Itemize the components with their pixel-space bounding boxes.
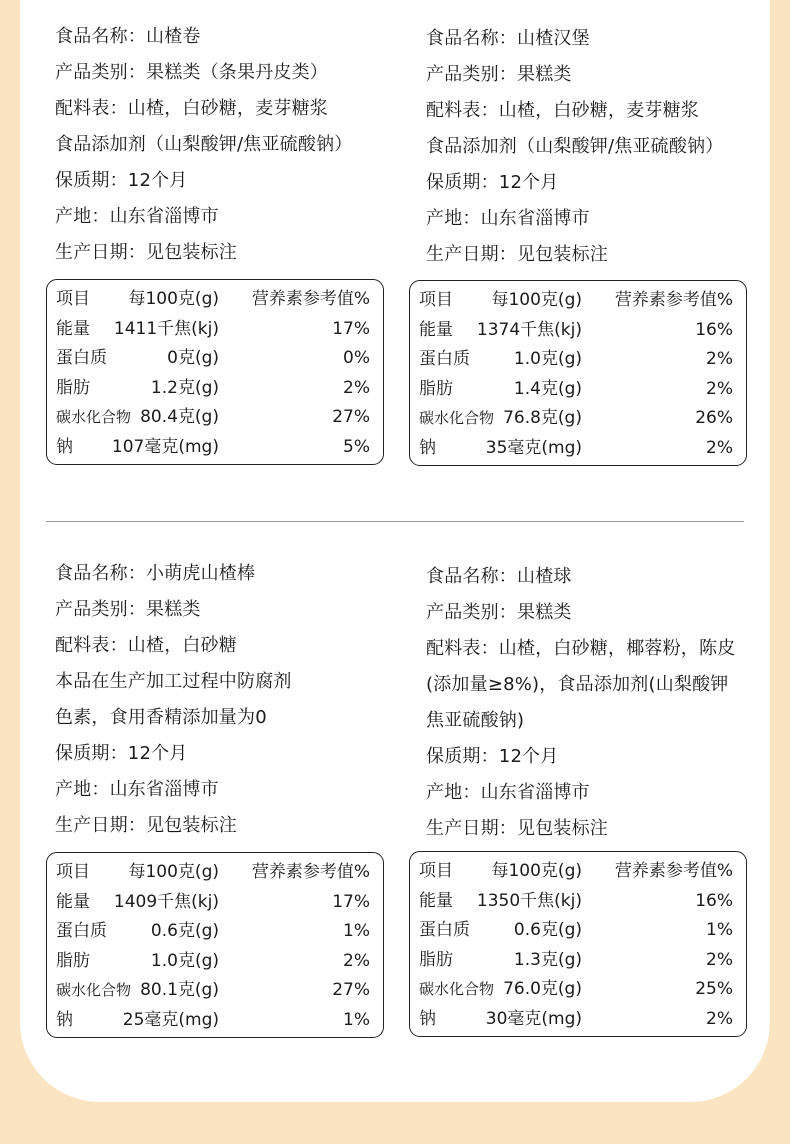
nutrition-header-row xyxy=(410,286,746,315)
product-info-line: 食品添加剂（山梨酸钾/焦亚硫酸钠） xyxy=(55,134,353,155)
product-info-line: 产地：山东省淄博市 xyxy=(55,206,219,227)
nutrient-nrv: 2% xyxy=(706,1009,733,1029)
nutrient-amount: 1.0克(g) xyxy=(150,950,219,971)
header-nrv: 营养素参考值% xyxy=(614,861,733,881)
product-info-line: 产地：山东省淄博市 xyxy=(426,208,590,229)
nutrition-header-row xyxy=(410,857,746,886)
nutrition-row xyxy=(410,887,746,916)
nutrient-name: 脂肪 xyxy=(56,950,90,971)
product-info-line: 产品类别：果糕类（条果丹皮类） xyxy=(55,62,328,83)
header-per100: 每100克(g) xyxy=(491,290,582,310)
nutrient-nrv: 2% xyxy=(343,377,370,398)
nutrient-amount: 76.8克(g) xyxy=(503,408,582,429)
nutrient-name: 钠 xyxy=(419,438,436,458)
nutrient-nrv: 2% xyxy=(706,949,733,970)
product-info-line: 本品在生产加工过程中防腐剂 xyxy=(55,671,292,692)
nutrition-row xyxy=(410,1005,746,1034)
nutrient-amount: 80.4克(g) xyxy=(140,407,219,428)
product-info-line: 配料表：山楂，白砂糖，麦芽糖浆 xyxy=(55,98,328,119)
nutrient-name: 脂肪 xyxy=(56,377,90,398)
product-info-line: 保质期：12个月 xyxy=(55,743,188,764)
nutrient-name: 钠 xyxy=(419,1009,436,1029)
nutrient-amount: 107毫克(mg) xyxy=(111,437,219,457)
nutrient-name: 能量 xyxy=(56,318,90,339)
nutrition-row xyxy=(47,1006,383,1035)
nutrition-table xyxy=(409,280,747,466)
header-item: 项目 xyxy=(419,290,453,310)
nutrition-row xyxy=(47,917,383,946)
nutrient-name: 能量 xyxy=(56,891,90,912)
nutrient-nrv: 2% xyxy=(343,950,370,971)
product-info-line: (添加量≥8%)，食品添加剂(山梨酸钾 xyxy=(426,674,729,695)
nutrition-row xyxy=(410,404,746,433)
product-info-line: 食品名称：山楂球 xyxy=(426,566,572,587)
nutrition-row xyxy=(47,888,383,917)
nutrient-nrv: 1% xyxy=(343,921,370,942)
nutrient-amount: 0.6克(g) xyxy=(150,921,219,942)
nutrient-nrv: 16% xyxy=(695,890,733,911)
nutrient-name: 脂肪 xyxy=(419,949,453,970)
nutrition-header-row xyxy=(47,858,383,887)
nutrition-row xyxy=(47,947,383,976)
product-info-line: 食品名称：山楂汉堡 xyxy=(426,28,590,49)
nutrient-name: 碳水化合物 xyxy=(56,408,132,427)
product-info-line: 食品名称：小萌虎山楂棒 xyxy=(55,563,256,584)
header-item: 项目 xyxy=(56,862,90,882)
nutrition-row xyxy=(47,374,383,403)
nutrient-nrv: 27% xyxy=(332,407,370,428)
product-info-line: 产品类别：果糕类 xyxy=(426,64,572,85)
nutrient-amount: 1409千焦(kj) xyxy=(113,891,219,912)
nutrient-amount: 1.0克(g) xyxy=(513,349,582,370)
header-nrv: 营养素参考值% xyxy=(614,290,733,310)
nutrition-table xyxy=(46,279,384,465)
nutrient-name: 碳水化合物 xyxy=(419,980,495,999)
nutrient-name: 蛋白质 xyxy=(56,348,107,369)
product-info-line: 产品类别：果糕类 xyxy=(426,602,572,623)
header-per100: 每100克(g) xyxy=(128,862,219,882)
nutrient-nrv: 1% xyxy=(706,920,733,941)
nutrition-row xyxy=(47,403,383,432)
nutrient-nrv: 1% xyxy=(343,1010,370,1030)
nutrition-row xyxy=(410,345,746,374)
section-divider xyxy=(46,521,744,522)
product-info-line: 生产日期：见包装标注 xyxy=(426,244,608,265)
nutrient-name: 钠 xyxy=(56,437,73,457)
nutrition-row xyxy=(47,976,383,1005)
nutrition-header-row xyxy=(47,285,383,314)
nutrient-name: 蛋白质 xyxy=(419,920,470,941)
nutrient-amount: 30毫克(mg) xyxy=(485,1009,582,1029)
nutrient-amount: 1374千焦(kj) xyxy=(476,319,582,340)
nutrition-row xyxy=(410,916,746,945)
product-info-line: 配料表：山楂，白砂糖，椰蓉粉，陈皮 xyxy=(426,638,736,659)
nutrient-amount: 0.6克(g) xyxy=(513,920,582,941)
nutrient-nrv: 5% xyxy=(343,437,370,457)
header-per100: 每100克(g) xyxy=(491,861,582,881)
nutrition-row xyxy=(410,975,746,1004)
nutrient-nrv: 2% xyxy=(706,438,733,458)
product-info-line: 产品类别：果糕类 xyxy=(55,599,201,620)
nutrient-amount: 1.4克(g) xyxy=(513,378,582,399)
product-info-line: 食品添加剂（山梨酸钾/焦亚硫酸钠） xyxy=(426,136,724,157)
product-info-line: 配料表：山楂，白砂糖 xyxy=(55,635,237,656)
nutrition-row xyxy=(47,344,383,373)
product-info-line: 配料表：山楂，白砂糖，麦芽糖浆 xyxy=(426,100,699,121)
nutrient-amount: 1.3克(g) xyxy=(513,949,582,970)
nutrition-row xyxy=(47,433,383,462)
nutrient-amount: 80.1克(g) xyxy=(140,980,219,1001)
nutrient-amount: 1.2克(g) xyxy=(150,377,219,398)
product-info-line: 保质期：12个月 xyxy=(55,170,188,191)
nutrient-amount: 35毫克(mg) xyxy=(485,438,582,458)
nutrient-nrv: 17% xyxy=(332,318,370,339)
nutrient-nrv: 2% xyxy=(706,378,733,399)
product-info-line: 生产日期：见包装标注 xyxy=(55,815,237,836)
nutrient-name: 能量 xyxy=(419,890,453,911)
nutrient-nrv: 17% xyxy=(332,891,370,912)
nutrient-name: 碳水化合物 xyxy=(56,981,132,1000)
product-info-line: 产地：山东省淄博市 xyxy=(55,779,219,800)
nutrient-nrv: 27% xyxy=(332,980,370,1001)
nutrition-row xyxy=(47,315,383,344)
nutrition-row xyxy=(410,375,746,404)
nutrition-row xyxy=(410,434,746,463)
header-nrv: 营养素参考值% xyxy=(251,289,370,309)
product-info-line: 保质期：12个月 xyxy=(426,746,559,767)
nutrient-name: 碳水化合物 xyxy=(419,409,495,428)
nutrient-nrv: 2% xyxy=(706,349,733,370)
nutrient-amount: 1411千焦(kj) xyxy=(113,318,219,339)
nutrient-amount: 1350千焦(kj) xyxy=(476,890,582,911)
product-info-line: 色素，食用香精添加量为0 xyxy=(55,707,267,728)
nutrient-name: 蛋白质 xyxy=(419,349,470,370)
nutrient-nrv: 26% xyxy=(695,408,733,429)
product-info-line: 生产日期：见包装标注 xyxy=(426,818,608,839)
nutrient-amount: 76.0克(g) xyxy=(503,979,582,1000)
nutrient-nrv: 16% xyxy=(695,319,733,340)
nutrient-amount: 25毫克(mg) xyxy=(122,1010,219,1030)
nutrient-nrv: 25% xyxy=(695,979,733,1000)
header-item: 项目 xyxy=(56,289,90,309)
product-info-line: 焦亚硫酸钠) xyxy=(426,710,525,731)
header-item: 项目 xyxy=(419,861,453,881)
product-info-line: 产地：山东省淄博市 xyxy=(426,782,590,803)
nutrient-name: 脂肪 xyxy=(419,378,453,399)
nutrient-name: 能量 xyxy=(419,319,453,340)
product-info-line: 保质期：12个月 xyxy=(426,172,559,193)
nutrient-name: 钠 xyxy=(56,1010,73,1030)
nutrient-name: 蛋白质 xyxy=(56,921,107,942)
nutrient-amount: 0克(g) xyxy=(167,348,219,369)
product-info-line: 生产日期：见包装标注 xyxy=(55,242,237,263)
nutrition-row xyxy=(410,946,746,975)
header-per100: 每100克(g) xyxy=(128,289,219,309)
header-nrv: 营养素参考值% xyxy=(251,862,370,882)
nutrition-table xyxy=(409,851,747,1037)
product-info-line: 食品名称：山楂卷 xyxy=(55,26,201,47)
nutrition-table xyxy=(46,852,384,1038)
nutrition-row xyxy=(410,316,746,345)
nutrient-nrv: 0% xyxy=(343,348,370,369)
